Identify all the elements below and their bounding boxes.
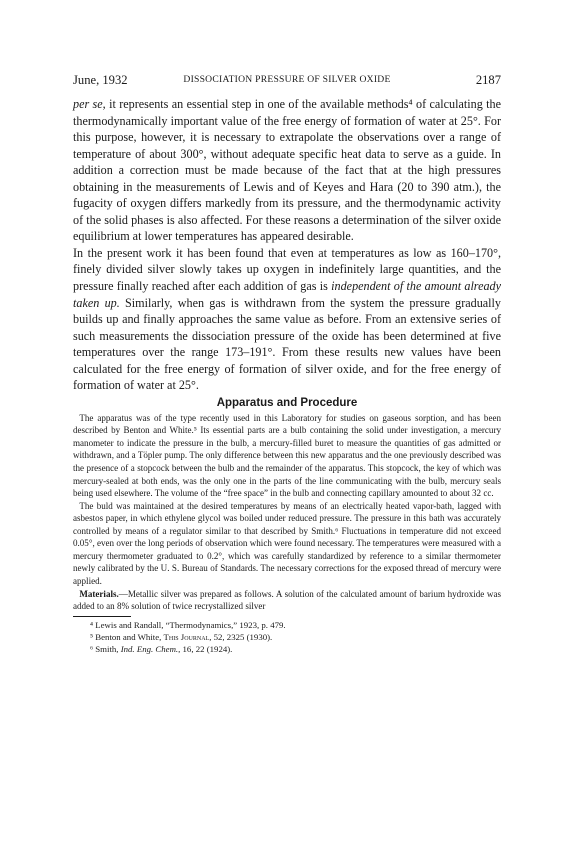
footnote-text: Lewis and Randall, “Thermodynamics,” 1923, p. 479. bbox=[93, 619, 286, 630]
footnote-text-post: , 16, 22 (1924). bbox=[178, 644, 233, 654]
footnote-text-pre: Benton and White, bbox=[93, 631, 164, 642]
running-header bbox=[73, 73, 501, 89]
header-page-number: 2187 bbox=[475, 73, 501, 87]
footnote-5 bbox=[73, 631, 501, 643]
paragraph-text: it represents an essential step in one of the available methods⁴ of calculating the thermodynamically important value of the free energy of formation of water at 25°. For this purpose, however, it is necessary to extrapolate the observations over a range of temperature of about 300°, without adequate specific heat data to serve as a guide. In addition a correction must be made because of the fact that at the high pressures obtaining in the measurements of Lewis and of Keyes and Hara (20 to 390 atm.), the fugacity of oxygen differs markedly from its pressure, and the thermodynamic activity of the solid phases is also affected. For these reasons a determination of the silver oxide equilibrium at lower temperatures has appeared desirable. bbox=[73, 97, 501, 244]
footnote-journal: This Journal bbox=[163, 631, 210, 642]
footnote-mark: ⁶ bbox=[90, 644, 94, 654]
small-paragraph-apparatus: The apparatus was of the type recently used in this Laboratory for studies on gaseous sorption, and has been described by Benton and White.⁵ Its essential parts are a bulb containing the solid under investigation, a mercury manometer to indicate the pressure in the bulb, a mercury-filled buret to measure the quantities of gas admitted or withdrawn, and a Töpler pump. The only difference between this new apparatus and the one previously described was the presence of a stopcock between the bulb and the remainder of the apparatus. This stopcock, the key of which was mercury-sealed at both ends, was the only one in the parts of the line communicating with the bulb, mercury seals being used elsewhere. The volume of the “free space” in the bulb and connecting capillary amounted to about 32 cc. bbox=[73, 412, 501, 499]
paragraph-present-work bbox=[73, 245, 501, 394]
footnote-6 bbox=[73, 643, 501, 655]
paragraph-text-part2: Similarly, when gas is withdrawn from the system the pressure gradually builds up and finally approaches the same value as before. From an extensive series of such measurements the dissociation pressure of the oxide has been determined at five temperatures over the range 173–191°. From these results new values have been calculated for the free energy of formation of silver oxide, and for the free energy of formation of water at 25°. bbox=[73, 295, 501, 393]
paragraph-text-part1: In the present work it has been found that even at temperatures as low as 160–170°, finely divided silver slowly takes up oxygen in indefinitely large quantities, and the pressure finally reached after each addition of gas is bbox=[73, 245, 501, 294]
header-date: June, 1932 bbox=[73, 73, 128, 87]
footnote-mark: ⁴ bbox=[90, 619, 94, 630]
small-paragraph-bath: The buld was maintained at the desired temperatures by means of an electrically heated vapor-bath, lagged with asbestos paper, in which ethylene glycol was boiled under reduced pressure. The pressure in this bath was accurately controlled by means of a regulator similar to that described by Smith.⁶ Fluctuations in temperature did not exceed 0.05°, even over the long periods of observation which were found necessary. The temperatures were measured with a mercury thermometer graduated to 0.2°, which was carefully standardized by reference to a similar thermometer newly calibrated by the U. S. Bureau of Standards. The necessary corrections for the exposed thread of mercury were applied. bbox=[73, 500, 501, 586]
italic-lead: per se, bbox=[73, 97, 106, 111]
header-running-title: DISSOCIATION PRESSURE OF SILVER OXIDE bbox=[183, 74, 391, 85]
section-heading: Apparatus and Procedure bbox=[216, 396, 358, 409]
footnote-text-post: , 52, 2325 (1930). bbox=[209, 631, 273, 642]
footnote-mark: ⁵ bbox=[90, 631, 94, 642]
footnote-text-pre: Smith, bbox=[93, 644, 121, 654]
materials-text: —Metallic silver was prepared as follows. A solution of the calculated amount of barium hydroxide was added to an 8% solution of twice recrystallized silver bbox=[73, 588, 501, 612]
materials-heading: Materials. bbox=[79, 588, 119, 599]
footnote-4 bbox=[73, 619, 501, 631]
italic-phrase: independent of the amount already taken up. bbox=[73, 279, 502, 310]
footnote-journal: Ind. Eng. Chem. bbox=[120, 644, 179, 654]
page-body bbox=[73, 96, 501, 655]
small-paragraph-materials bbox=[73, 588, 501, 613]
footnote-divider bbox=[73, 616, 131, 617]
paragraph-continued bbox=[73, 96, 501, 245]
